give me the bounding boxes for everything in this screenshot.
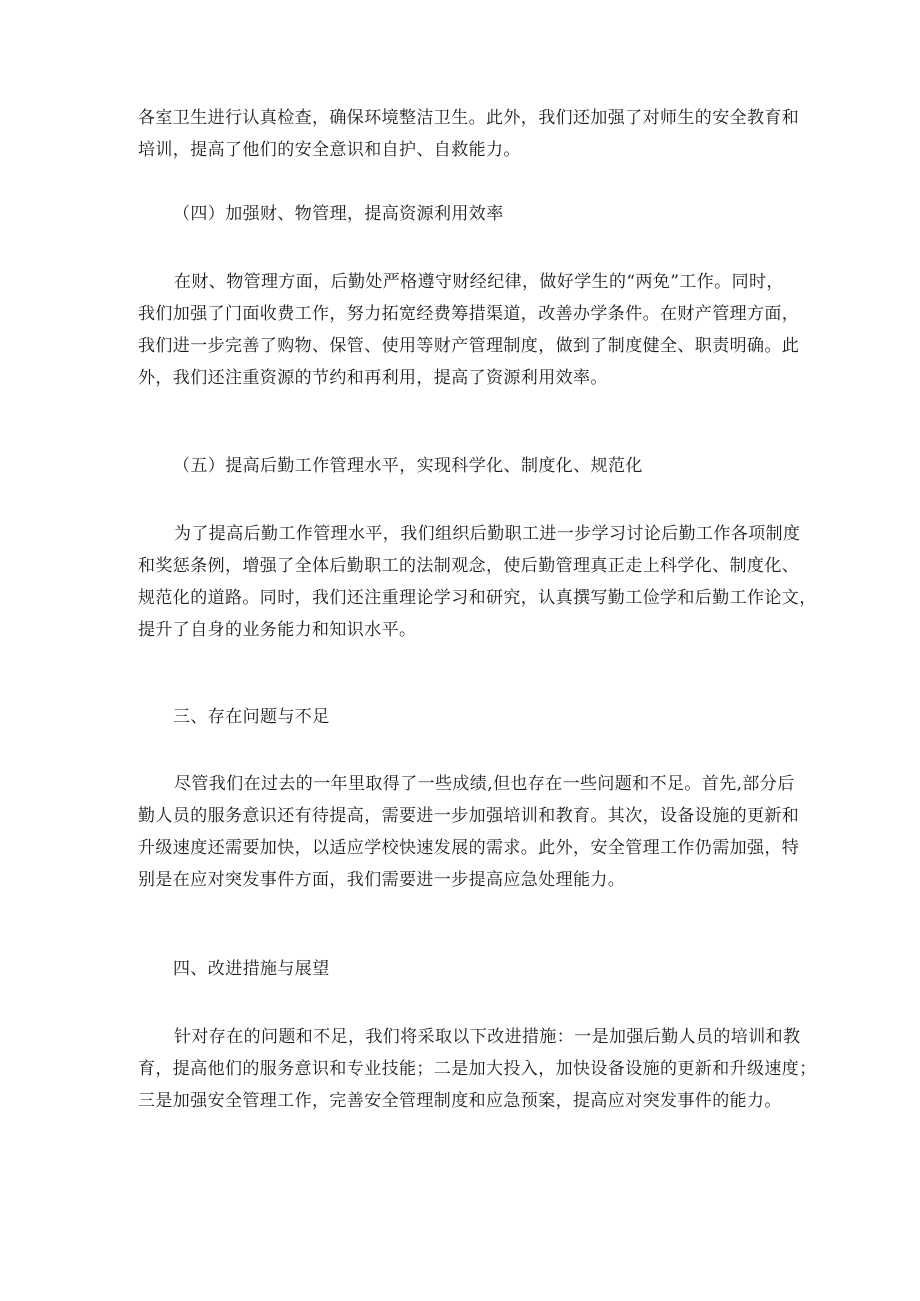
text-line: 我们加强了门面收费工作，努力拓宽经费筹措渠道，改善办学条件。在财产管理方面， — [138, 304, 800, 324]
text-line: 尽管我们在过去的一年里取得了一些成绩,但也存在一些问题和不足。首先,部分后 — [174, 774, 795, 794]
paragraph-management-level — [138, 518, 817, 646]
text-line: 为了提高后勤工作管理水平，我们组织后勤职工进一步学习讨论后勤工作各项制度 — [174, 524, 801, 544]
heading-problems: 三、存在问题与不足 — [173, 707, 330, 727]
text-line: 别是在应对突发事件方面，我们需要进一步提高应急处理能力。 — [138, 870, 626, 890]
text-line: 育，提高他们的服务意识和专业技能；二是加大投入，加快设备设施的更新和升级速度； — [138, 1059, 817, 1079]
text-line: 在财、物管理方面，后勤处严格遵守财经纪律，做好学生的“两免”工作。同时， — [174, 272, 784, 292]
paragraph-improvements — [138, 1021, 817, 1117]
text-line: 各室卫生进行认真检查，确保环境整洁卫生。此外，我们还加强了对师生的安全教育和 — [138, 108, 800, 128]
text-line: 外，我们还注重资源的节约和再利用，提高了资源利用效率。 — [138, 368, 608, 388]
text-line: 三是加强安全管理工作，完善安全管理制度和应急预案，提高应对突发事件的能力。 — [138, 1091, 782, 1111]
text-line: 和奖惩条例，增强了全体后勤职工的法制观念，使后勤管理真正走上科学化、制度化、 — [138, 556, 800, 576]
heading-section-4-finance: （四）加强财、物管理，提高资源利用效率 — [173, 204, 504, 224]
text-line: 勤人员的服务意识还有待提高，需要进一步加强培训和教育。其次，设备设施的更新和 — [138, 806, 800, 826]
text-line: 升级速度还需要加快，以适应学校快速发展的需求。此外，安全管理工作仍需加强，特 — [138, 838, 800, 858]
paragraph-safety-education — [138, 102, 798, 166]
text-line: 针对存在的问题和不足，我们将采取以下改进措施：一是加强后勤人员的培训和教 — [174, 1027, 801, 1047]
paragraph-problems — [138, 768, 798, 896]
text-line: 培训，提高了他们的安全意识和自护、自救能力。 — [138, 140, 521, 160]
text-line: 我们进一步完善了购物、保管、使用等财产管理制度，做到了制度健全、职责明确。此 — [138, 336, 800, 356]
text-line: 规范化的道路。同时，我们还注重理论学习和研究，认真撰写勤工俭学和后勤工作论文， — [138, 588, 817, 608]
text-line: 提升了自身的业务能力和知识水平。 — [138, 620, 417, 640]
heading-section-5-management: （五）提高后勤工作管理水平，实现科学化、制度化、规范化 — [173, 456, 643, 476]
heading-improvements: 四、改进措施与展望 — [173, 959, 330, 979]
paragraph-finance-management — [138, 266, 798, 394]
